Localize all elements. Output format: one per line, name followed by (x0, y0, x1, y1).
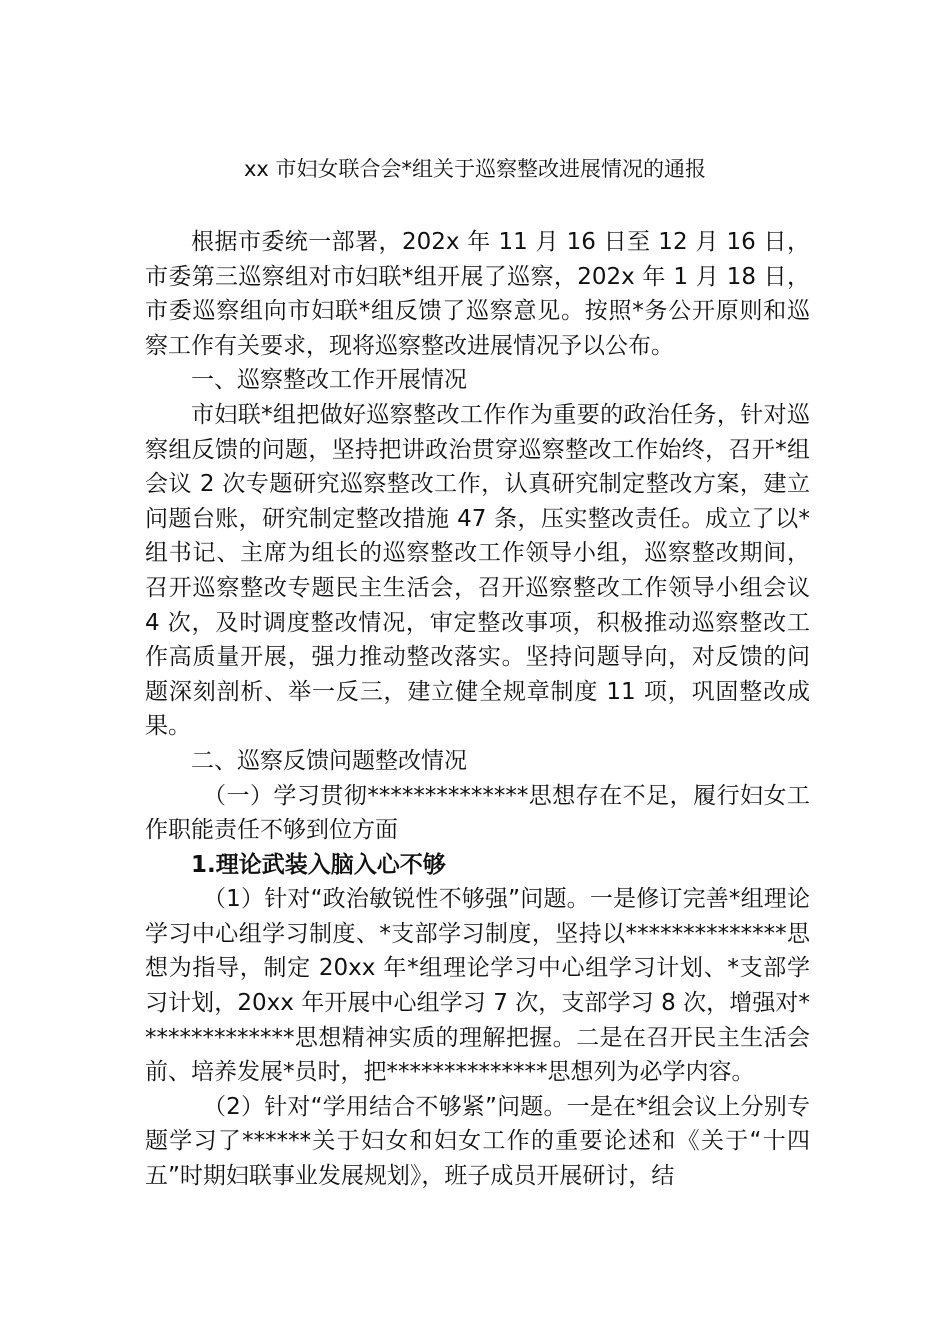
paragraph-section-1: 市妇联*组把做好巡察整改工作作为重要的政治任务，针对巡察组反馈的问题，坚持把讲政治贯穿巡察整改工作始终，召开*组会议 2 次专题研究巡察整改工作，认真研究制定整改方案，建立问题台账，研究制定整改措施 47 条，压实整改责任。成立了以*组书记、主席为组长的巡察整改工作领导小组，巡察整改期间，召开巡察整改专题民主生活会，召开巡察整改工作领导小组会议 4 次，及时调度整改情况，审定整改事项，积极推动巡察整改工作高质量开展，强力推动整改落实。坚持问题导向，对反馈的问题深刻剖析、举一反三，建立健全规章制度 11 项，巩固整改成果。 (145, 401, 810, 740)
paragraph-intro: 根据市委统一部署，202x 年 11 月 16 日至 12 月 16 日，市委第三巡察组对市妇联*组开展了巡察，202x 年 1 月 18 日，市委巡察组向市妇联*组反馈了巡察意见。按照*务公开原则和巡察工作有关要求，现将巡察整改进展情况予以公布。 (145, 229, 810, 359)
item-heading-1: 1.理论武装入脑入心不够 (191, 851, 446, 878)
document-body (145, 225, 810, 1194)
paragraph-item-2: （2）针对“学用结合不够紧”问题。一是在*组会议上分别专题学习了******关于妇女和妇女工作的重要论述和《关于“十四五”时期妇联事业发展规划》，班子成员开展研讨，结 (145, 1093, 810, 1190)
section-heading-2: 二、巡察反馈问题整改情况 (191, 747, 467, 774)
section-heading-1: 一、巡察整改工作开展情况 (191, 367, 467, 394)
document-title: xx 市妇女联合会*组关于巡察整改进展情况的通报 (243, 157, 707, 181)
subsection-heading-1: （一）学习贯彻**************思想存在不足，履行妇女工作职能责任不够到位方面 (145, 782, 810, 844)
paragraph-item-1: （1）针对“政治敏锐性不够强”问题。一是修订完善*组理论学习中心组学习制度、*支部学习制度，坚持以**************思想为指导，制定 20xx 年*组理论学习中心组学习计划、*支部学习计划，20xx 年开展中心组学习 7 次，支部学习 8 次，增强对**************思想精神实质的理解把握。二是在召开民主生活会前、培养发展*员时，把**************思想列为必学内容。 (145, 886, 810, 1086)
